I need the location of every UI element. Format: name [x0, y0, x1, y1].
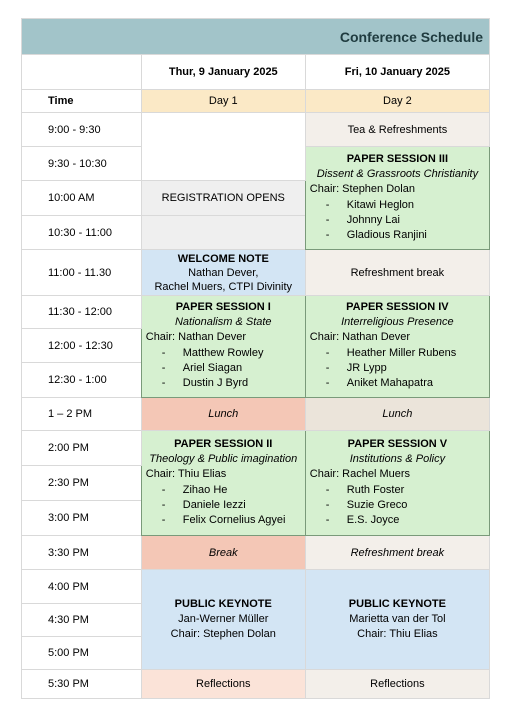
day2-refreshment-break: Refreshment break [305, 536, 489, 570]
session-title: PAPER SESSION I [175, 301, 271, 313]
day1-label: Day 1 [141, 90, 305, 113]
speaker: - Ruth Foster [326, 483, 489, 498]
session-subtitle: Institutions & Policy [349, 452, 446, 465]
day1-break: Break [141, 536, 305, 570]
time-cell: 12:00 - 12:30 [22, 329, 142, 363]
speaker: - Aniket Mahapatra [326, 376, 489, 391]
time-cell: 4:30 PM [22, 604, 142, 637]
speaker: - Kitawi Heglon [326, 198, 489, 213]
schedule-sheet [21, 18, 490, 699]
speaker: - Gladious Ranjini [326, 228, 489, 243]
speaker: - Ariel Siagan [162, 361, 305, 376]
time-cell: 11:00 - 11.30 [22, 250, 142, 296]
public-keynote-day1 [141, 570, 305, 670]
speaker: - JR Lypp [326, 361, 489, 376]
paper-session-2 [141, 431, 305, 536]
keynote-title: PUBLIC KEYNOTE [348, 598, 446, 610]
day2-reflections: Reflections [305, 670, 489, 699]
session-chair: Chair: Stephen Dolan [309, 182, 415, 195]
day1-date: Thur, 9 January 2025 [141, 55, 305, 90]
empty-header-cell [22, 55, 142, 90]
time-header: Time [22, 90, 142, 113]
keynote-chair: Chair: Thiu Elias [357, 628, 438, 640]
time-cell: 10:30 - 11:00 [22, 216, 142, 250]
session-chair: Chair: Thiu Elias [145, 467, 227, 480]
session-title: PAPER SESSION III [346, 152, 449, 165]
time-cell: 3:00 PM [22, 501, 142, 536]
speaker-list [306, 198, 489, 243]
paper-session-5 [305, 431, 489, 536]
session-subtitle: Theology & Public imagination [149, 452, 298, 465]
speaker: - E.S. Joyce [326, 513, 489, 528]
time-cell: 12:30 - 1:00 [22, 363, 142, 398]
speaker: - Daniele Iezzi [162, 498, 305, 513]
speaker: - Suzie Greco [326, 498, 489, 513]
keynote-speaker: Marietta van der Tol [349, 613, 446, 625]
paper-session-3 [305, 147, 489, 250]
time-cell: 2:00 PM [22, 431, 142, 466]
welcome-note [141, 250, 305, 296]
keynote-chair: Chair: Stephen Dolan [170, 628, 276, 640]
time-cell: 5:00 PM [22, 637, 142, 670]
session-subtitle: Nationalism & State [174, 316, 272, 328]
session-chair: Chair: Nathan Dever [145, 331, 247, 343]
speaker: - Felix Cornelius Agyei [162, 513, 305, 528]
time-cell: 4:00 PM [22, 570, 142, 604]
session-chair: Chair: Nathan Dever [309, 331, 411, 343]
speaker: - Heather Miller Rubens [326, 346, 489, 361]
paper-session-4 [305, 296, 489, 398]
page-title: Conference Schedule [22, 19, 490, 55]
speaker-list [142, 483, 305, 528]
time-cell: 9:00 - 9:30 [22, 113, 142, 147]
day1-reflections: Reflections [141, 670, 305, 699]
day1-registration: REGISTRATION OPENS [141, 181, 305, 216]
speaker: - Johnny Lai [326, 213, 489, 228]
keynote-title: PUBLIC KEYNOTE [174, 598, 272, 610]
speaker-list [142, 346, 305, 391]
day2-date: Fri, 10 January 2025 [305, 55, 489, 90]
speaker-list [306, 483, 489, 528]
speaker: - Zihao He [162, 483, 305, 498]
paper-session-1 [141, 296, 305, 398]
time-cell: 1 – 2 PM [22, 398, 142, 431]
day2-lunch: Lunch [305, 398, 489, 431]
session-title: PAPER SESSION IV [346, 301, 449, 313]
speaker-list [306, 346, 489, 391]
welcome-line: Rachel Muers, CTPI Divinity [154, 280, 293, 293]
keynote-speaker: Jan-Werner Müller [178, 613, 269, 625]
speaker: - Matthew Rowley [162, 346, 305, 361]
schedule-table [21, 18, 490, 699]
session-subtitle: Dissent & Grassroots Christianity [316, 167, 479, 180]
day2-refreshment-break: Refreshment break [305, 250, 489, 296]
time-cell: 11:30 - 12:00 [22, 296, 142, 329]
time-cell: 10:00 AM [22, 181, 142, 216]
welcome-title: WELCOME NOTE [177, 252, 269, 265]
time-cell: 5:30 PM [22, 670, 142, 699]
time-cell: 9:30 - 10:30 [22, 147, 142, 181]
day1-registration-cont [141, 216, 305, 250]
session-chair: Chair: Rachel Muers [309, 467, 411, 480]
session-title: PAPER SESSION II [174, 437, 273, 450]
public-keynote-day2 [305, 570, 489, 670]
day1-lunch: Lunch [141, 398, 305, 431]
day2-label: Day 2 [305, 90, 489, 113]
time-cell: 2:30 PM [22, 466, 142, 501]
session-subtitle: Interreligious Presence [341, 316, 454, 328]
day2-tea: Tea & Refreshments [305, 113, 489, 147]
day1-empty-slot [141, 113, 305, 181]
welcome-line: Nathan Dever, [188, 266, 259, 279]
session-title: PAPER SESSION V [347, 437, 448, 450]
speaker: - Dustin J Byrd [162, 376, 305, 391]
time-cell: 3:30 PM [22, 536, 142, 570]
